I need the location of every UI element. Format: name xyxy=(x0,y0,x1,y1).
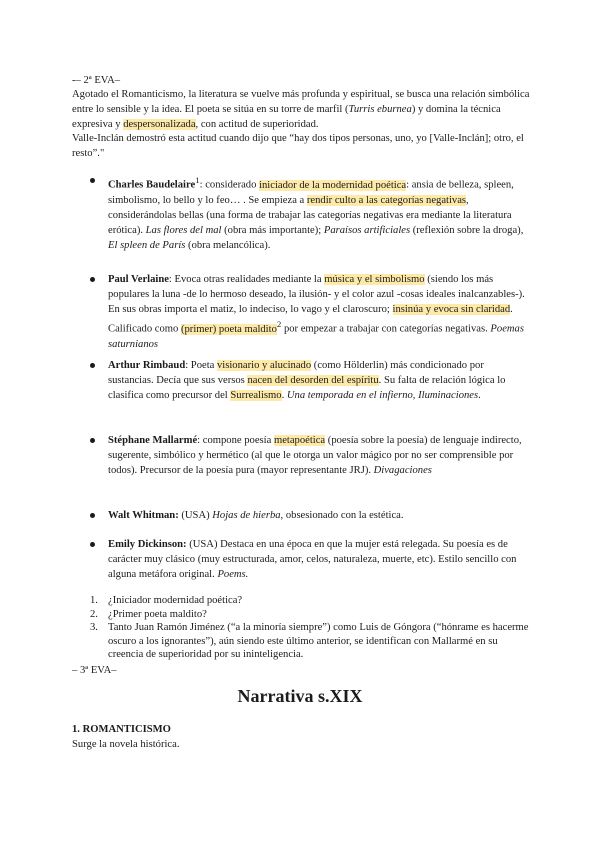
intro-text-3: ) y domina la técnica expresiva y xyxy=(72,103,501,130)
author-item-baudelaire xyxy=(72,173,532,253)
intro-text-1: Agotado el Romanticismo, la literatura se vuelve más profunda y espiritual, se busca una relación simbólica entre lo sensible y la idea. El poeta se sitúa en su torre de marfil ( xyxy=(72,89,530,115)
author-name: Charles Baudelaire xyxy=(108,179,196,191)
author-text: (USA) xyxy=(178,510,213,521)
bullet-icon xyxy=(90,438,95,443)
author-text: por empezar a trabajar con categorías negativas. xyxy=(281,323,491,335)
footnote-item xyxy=(72,608,532,622)
author-text: . xyxy=(478,390,481,401)
footnote-item xyxy=(72,594,532,608)
work-title: Poems. xyxy=(217,569,249,580)
bullet-icon xyxy=(90,542,95,547)
author-name: Stéphane Mallarmé xyxy=(108,435,198,446)
author-highlight: iniciador de la modernidad poética xyxy=(259,179,407,191)
footnotes-list xyxy=(72,594,532,662)
section-text: Surge la novela histórica. xyxy=(72,739,180,750)
author-highlight: visionario y alucinado xyxy=(217,360,312,371)
section-heading: 1. ROMANTICISMO xyxy=(72,724,171,735)
author-item-mallarme xyxy=(72,433,532,478)
author-text: : Evoca otras realidades mediante la xyxy=(168,274,325,285)
author-highlight: insinúa y evoca sin claridad xyxy=(392,304,511,315)
author-text: (poesía sobre la poesía) de lenguaje indirecto, sugerente, simbólico y hermético (al que le otorga un valor mágico por no ser comprensible por todos). Precursor de la poesía pura (mayor representante JRJ). xyxy=(108,435,522,476)
author-text: : ansia de belleza, spleen, simbolismo, lo bello y lo feo… . Se empieza a xyxy=(108,179,514,206)
bullet-icon xyxy=(90,513,95,518)
author-highlight: nacen del desorden del espíritu xyxy=(247,375,379,386)
bullet-icon xyxy=(90,277,95,282)
author-item-verlaine xyxy=(72,272,532,352)
author-text: (como Hölderlin) más condicionado por sustancias. Decía que sus versos xyxy=(108,360,484,386)
author-name: Walt Whitman: xyxy=(108,510,179,521)
author-text: , considerándolas bellas (una forma de trabajar las categorías negativas era mediante la literatura erótica). xyxy=(108,194,512,236)
intro-quote: Valle-Inclán demostró esta actitud cuando dijo que “hay dos tipos personas, uno, yo [Valle-Inclán]; otro, el resto”." xyxy=(72,133,524,160)
intro-text-5: , con actitud de superioridad. xyxy=(195,118,319,130)
author-highlight: música y el simbolismo xyxy=(324,274,425,285)
work-title: Una temporada en el infierno, Iluminaciones xyxy=(286,390,479,401)
work-title: El spleen de París xyxy=(108,239,186,251)
author-text: : considerado xyxy=(199,179,260,191)
footnote-ref: 2 xyxy=(276,319,282,329)
author-text: : compone poesía xyxy=(197,435,274,446)
author-highlight: rendir culto a las categorías negativas xyxy=(306,194,467,206)
author-item-whitman xyxy=(72,508,532,523)
eva3-marker: – 3ª EVA– xyxy=(72,665,117,676)
footnote-text: ¿Iniciador modernidad poética? xyxy=(108,595,243,606)
author-item-dickinson xyxy=(72,537,532,582)
author-text: (reflexión sobre la droga), xyxy=(410,224,524,236)
work-title: Paraísos artificiales xyxy=(323,224,411,236)
footnote-text: ¿Primer poeta maldito? xyxy=(108,608,207,620)
footnote-text: Tanto Juan Ramón Jiménez (“a la minoría siempre”) como Luis de Góngora (“hónrame es hacerme oscuro a los ignorantes”), aún siendo este último anterior, se identifican con Mallarmé en su creencia de superioridad por su ininteligencia. xyxy=(108,622,529,661)
bullet-icon xyxy=(90,178,95,183)
work-title: Hojas de hierba xyxy=(212,510,281,521)
footnote-number: 2. xyxy=(90,608,98,620)
intro-highlight-despersonalizada: despersonalizada xyxy=(123,118,196,130)
intro-latin-term: Turris eburnea xyxy=(348,103,412,115)
footnote-number: 1. xyxy=(90,595,98,606)
author-highlight: (primer) poeta maldito xyxy=(180,323,277,335)
author-text: (siendo los más populares la luna -de lo hermoso deseado, la ilusión- y el color azul -cosas ideales inalcanzables-). En sus obras importa el matiz, lo indeciso, lo vago y el claroscuro; xyxy=(108,274,525,315)
intro-paragraph xyxy=(72,88,532,162)
author-text: (USA) Destaca en una época en que la mujer está relegada. Su poesía es de carácter muy clásico (muy estructurada, amor, celos, naturaleza, muerte, etc). Estilo sencillo con alguna metáfora original. xyxy=(108,539,517,580)
footnote-ref: 1 xyxy=(195,175,200,185)
eva2-marker: -– 2ª EVA– xyxy=(72,75,121,86)
author-item-rimbaud xyxy=(72,358,532,403)
author-text: . Su falta de relación lógica lo clasifica como precursor del xyxy=(108,375,506,401)
author-text: . Calificado como xyxy=(108,304,513,335)
author-text: (obra melancólica). xyxy=(185,239,271,251)
page-title: Narrativa s.XIX xyxy=(237,686,363,706)
author-name: Arthur Rimbaud xyxy=(108,360,186,371)
author-name: Paul Verlaine xyxy=(108,274,169,285)
author-text: , obsesionado con la estética. xyxy=(280,510,404,521)
author-text: (obra más importante); xyxy=(221,224,324,236)
bullet-icon xyxy=(90,363,95,368)
author-text: . xyxy=(281,390,287,401)
author-highlight: Surrealismo xyxy=(230,390,282,401)
author-text: : Poeta xyxy=(185,360,217,371)
author-name: Emily Dickinson: xyxy=(108,539,187,550)
footnote-item xyxy=(72,621,532,662)
footnote-number: 3. xyxy=(90,622,98,634)
author-highlight: metapoética xyxy=(273,435,326,446)
work-title: Divagaciones xyxy=(373,465,432,476)
work-title: Las flores del mal xyxy=(145,224,222,236)
work-title: Poemas saturnianos xyxy=(108,323,524,350)
